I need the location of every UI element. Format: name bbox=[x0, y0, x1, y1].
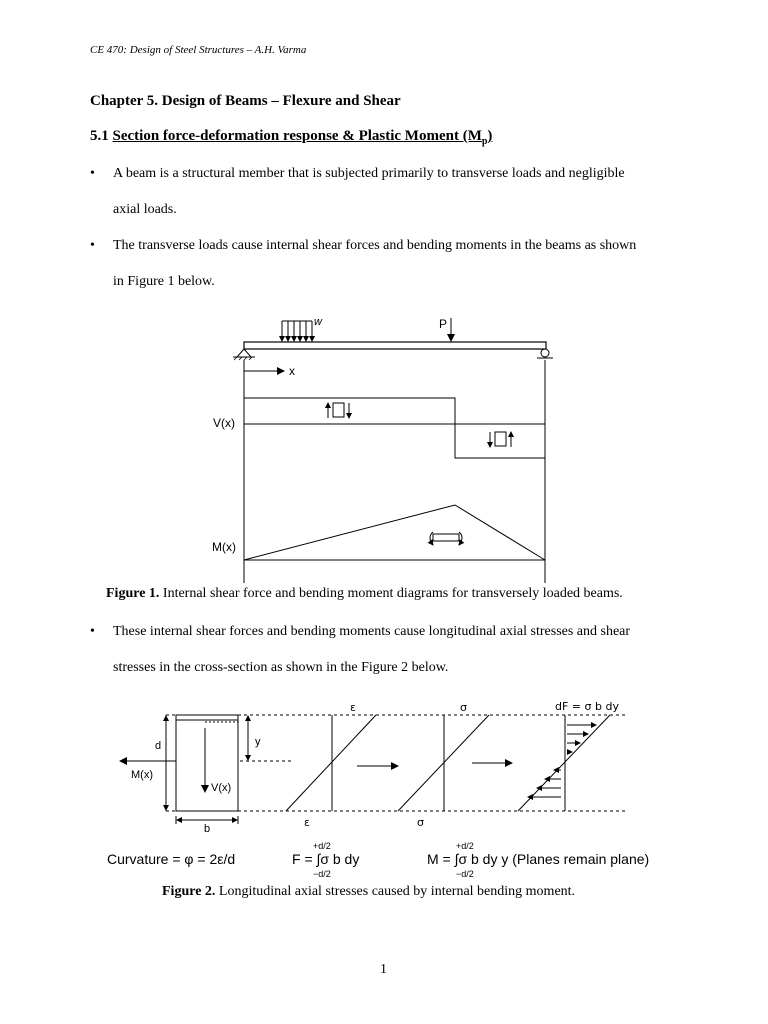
force-diagram bbox=[518, 715, 610, 811]
bullet-icon: • bbox=[90, 238, 95, 253]
label-Vx-2: V(x) bbox=[211, 782, 232, 794]
label-dF: dF = σ b dy bbox=[555, 700, 619, 713]
integral-upper-limit: +d/2 bbox=[456, 841, 474, 851]
bullet-1-line-1: A beam is a structural member that is subjected primarily to transverse loads and negligible bbox=[113, 166, 625, 181]
section-number: 5.1 bbox=[90, 128, 109, 144]
cross-section bbox=[176, 715, 238, 811]
bullet-icon: • bbox=[90, 166, 95, 181]
shear-diagram bbox=[244, 398, 545, 458]
bullet-icon: • bbox=[90, 624, 95, 639]
shear-element-negative-icon bbox=[490, 432, 511, 447]
label-sigma-bottom: σ bbox=[417, 816, 424, 829]
label-b: b bbox=[204, 823, 211, 835]
moment-element-icon bbox=[430, 532, 462, 545]
label-y: y bbox=[255, 736, 261, 748]
pin-support-icon bbox=[233, 349, 255, 360]
integral-lower-limit: −d/2 bbox=[313, 869, 331, 879]
bullet-1-line-2: axial loads. bbox=[113, 202, 177, 217]
label-sigma-top: σ bbox=[460, 701, 467, 714]
bullet-2-line-1: The transverse loads cause internal shear forces and bending moments in the beams as shown bbox=[113, 238, 637, 253]
label-Mx: M(x) bbox=[212, 540, 236, 554]
roller-support-icon bbox=[537, 349, 553, 358]
label-Vx: V(x) bbox=[213, 416, 235, 430]
bullet-2-line-2: in Figure 1 below. bbox=[113, 274, 215, 289]
integral-lower-limit: −d/2 bbox=[456, 869, 474, 879]
force-equation: F = ∫σ b dy bbox=[292, 851, 360, 867]
section-title: Section force-deformation response & Plastic Moment $(M_p)$ bbox=[112, 128, 493, 147]
shear-element-positive-icon bbox=[328, 403, 349, 418]
moment-diagram bbox=[244, 505, 545, 560]
bullet-3-line-2: stresses in the cross-section as shown in the Figure 2 below. bbox=[113, 660, 449, 675]
page-number: 1 bbox=[380, 962, 387, 977]
curvature-equation: Curvature = φ = 2ε/d bbox=[107, 851, 236, 867]
label-epsilon-top: ε bbox=[350, 701, 356, 714]
label-epsilon-bottom: ε bbox=[304, 816, 310, 829]
running-header: CE 470: Design of Steel Structures – A.H. Varma bbox=[90, 44, 307, 56]
label-x: x bbox=[289, 364, 295, 378]
bullet-3-line-1: These internal shear forces and bending moments cause longitudinal axial stresses and shear bbox=[113, 624, 631, 639]
chapter-title: Chapter 5. Design of Beams – Flexure and Shear bbox=[90, 93, 401, 109]
label-w: w bbox=[314, 316, 322, 328]
figure-1-caption: Figure 1. Internal shear force and bending moment diagrams for transversely loaded beams. bbox=[106, 586, 623, 601]
label-d: d bbox=[155, 740, 162, 752]
label-Mx-2: M(x) bbox=[131, 769, 153, 781]
strain-diagram bbox=[286, 715, 376, 811]
integral-upper-limit: +d/2 bbox=[313, 841, 331, 851]
beam bbox=[244, 342, 546, 349]
label-P: P bbox=[439, 317, 448, 331]
distributed-load-icon bbox=[282, 321, 312, 341]
figure-2-caption: Figure 2. Longitudinal axial stresses caused by internal bending moment. bbox=[162, 884, 576, 899]
x-axis-arrow-icon bbox=[244, 364, 284, 374]
moment-equation: M = ∫σ b dy y (Planes remain plane) bbox=[427, 851, 650, 867]
